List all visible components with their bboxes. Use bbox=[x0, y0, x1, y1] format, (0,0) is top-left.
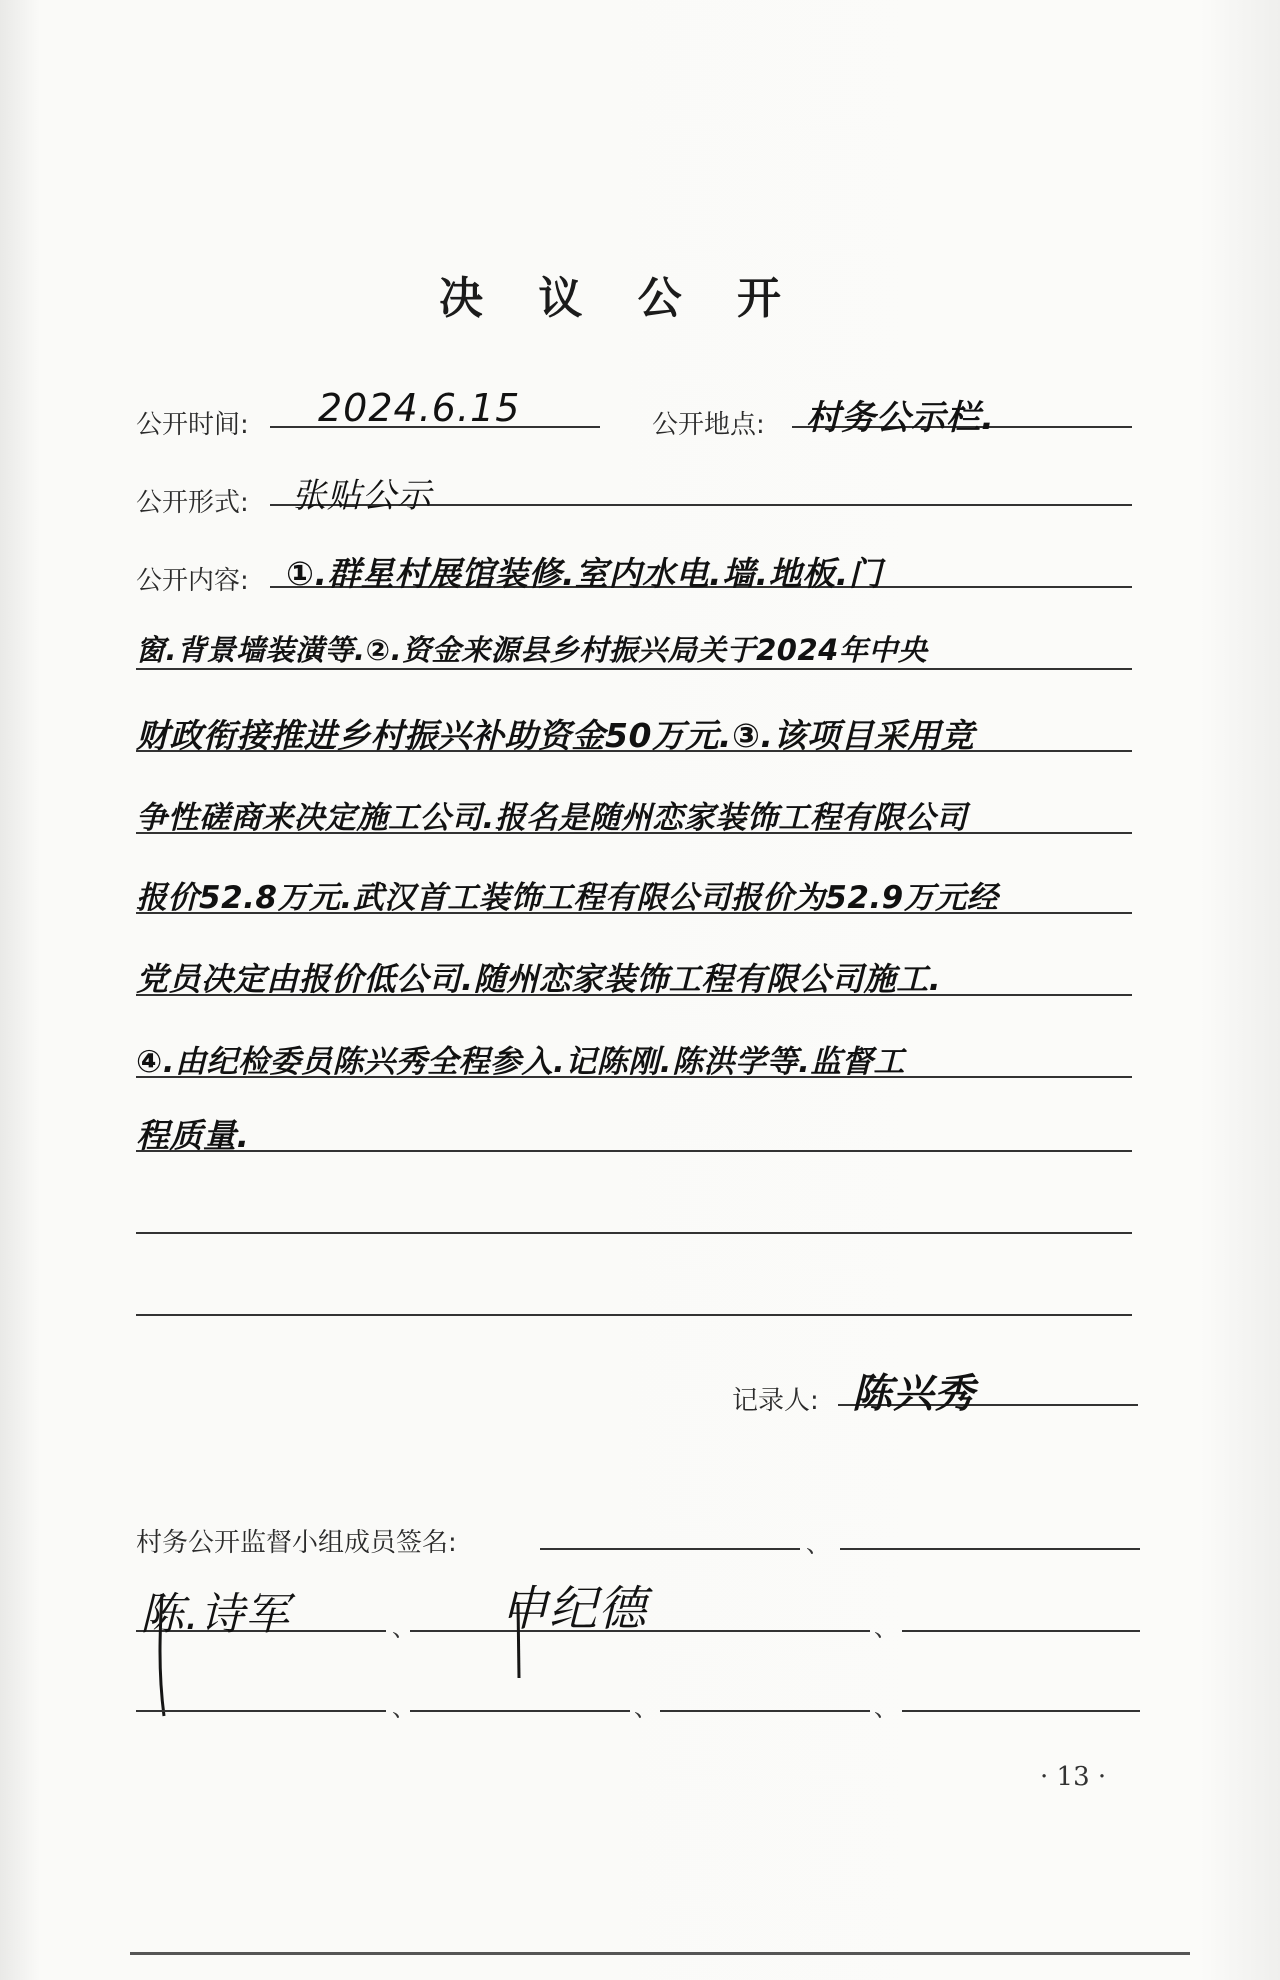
member-signature: 申纪德 bbox=[500, 1581, 648, 1637]
content-line: 窗.背景墙装潢等.②.资金来源县乡村振兴局关于2024年中央 bbox=[136, 633, 928, 667]
signature-underline bbox=[410, 1710, 630, 1712]
signature-underline bbox=[902, 1630, 1140, 1632]
separator: 、 bbox=[392, 1694, 416, 1722]
page-bottom-rule bbox=[130, 1952, 1190, 1955]
place-value: 村务公示栏. bbox=[806, 398, 995, 438]
place-label: 公开地点: bbox=[652, 410, 765, 440]
separator: 、 bbox=[874, 1614, 898, 1642]
signature-underline bbox=[660, 1710, 870, 1712]
signature-underline bbox=[840, 1548, 1140, 1550]
content-underline bbox=[136, 1314, 1132, 1316]
member-signature: 陈.诗军 bbox=[140, 1589, 290, 1640]
recorder-signature: 陈兴秀 bbox=[852, 1371, 975, 1417]
content-line: ④.由纪检委员陈兴秀全程参入.记陈刚.陈洪学等.监督工 bbox=[136, 1044, 905, 1080]
signature-underline bbox=[902, 1710, 1140, 1712]
separator: 、 bbox=[392, 1614, 416, 1642]
separator: 、 bbox=[874, 1694, 898, 1722]
content-line: 党员决定由报价低公司.随州恋家装饰工程有限公司施工. bbox=[136, 960, 942, 998]
content-line: ①.群星村展馆装修.室内水电.墙.地板.门 bbox=[286, 554, 883, 593]
supervision-label: 村务公开监督小组成员签名: bbox=[136, 1528, 457, 1558]
signature-underline bbox=[540, 1548, 800, 1550]
content-line: 财政衔接推进乡村振兴补助资金50万元.③.该项目采用竞 bbox=[136, 716, 975, 755]
separator: 、 bbox=[634, 1694, 658, 1722]
content-underline bbox=[136, 1232, 1132, 1234]
signature-stroke bbox=[510, 1600, 530, 1680]
form-label: 公开形式: bbox=[136, 488, 249, 518]
time-value: 2024.6.15 bbox=[318, 386, 521, 430]
content-line: 程质量. bbox=[136, 1116, 250, 1155]
separator: 、 bbox=[806, 1530, 830, 1558]
recorder-label: 记录人: bbox=[732, 1386, 819, 1416]
content-line: 争性磋商来决定施工公司.报名是随州恋家装饰工程有限公司 bbox=[136, 800, 968, 836]
page-title: 决 议 公 开 bbox=[439, 273, 801, 324]
form-value: 张贴公示 bbox=[292, 476, 432, 516]
signature-stroke bbox=[150, 1590, 180, 1720]
time-label: 公开时间: bbox=[136, 410, 249, 440]
page-number: · 13 · bbox=[1040, 1762, 1107, 1792]
signature-underline bbox=[136, 1710, 386, 1712]
content-label: 公开内容: bbox=[136, 566, 249, 596]
content-line: 报价52.8万元.武汉首工装饰工程有限公司报价为52.9万元经 bbox=[136, 880, 999, 916]
